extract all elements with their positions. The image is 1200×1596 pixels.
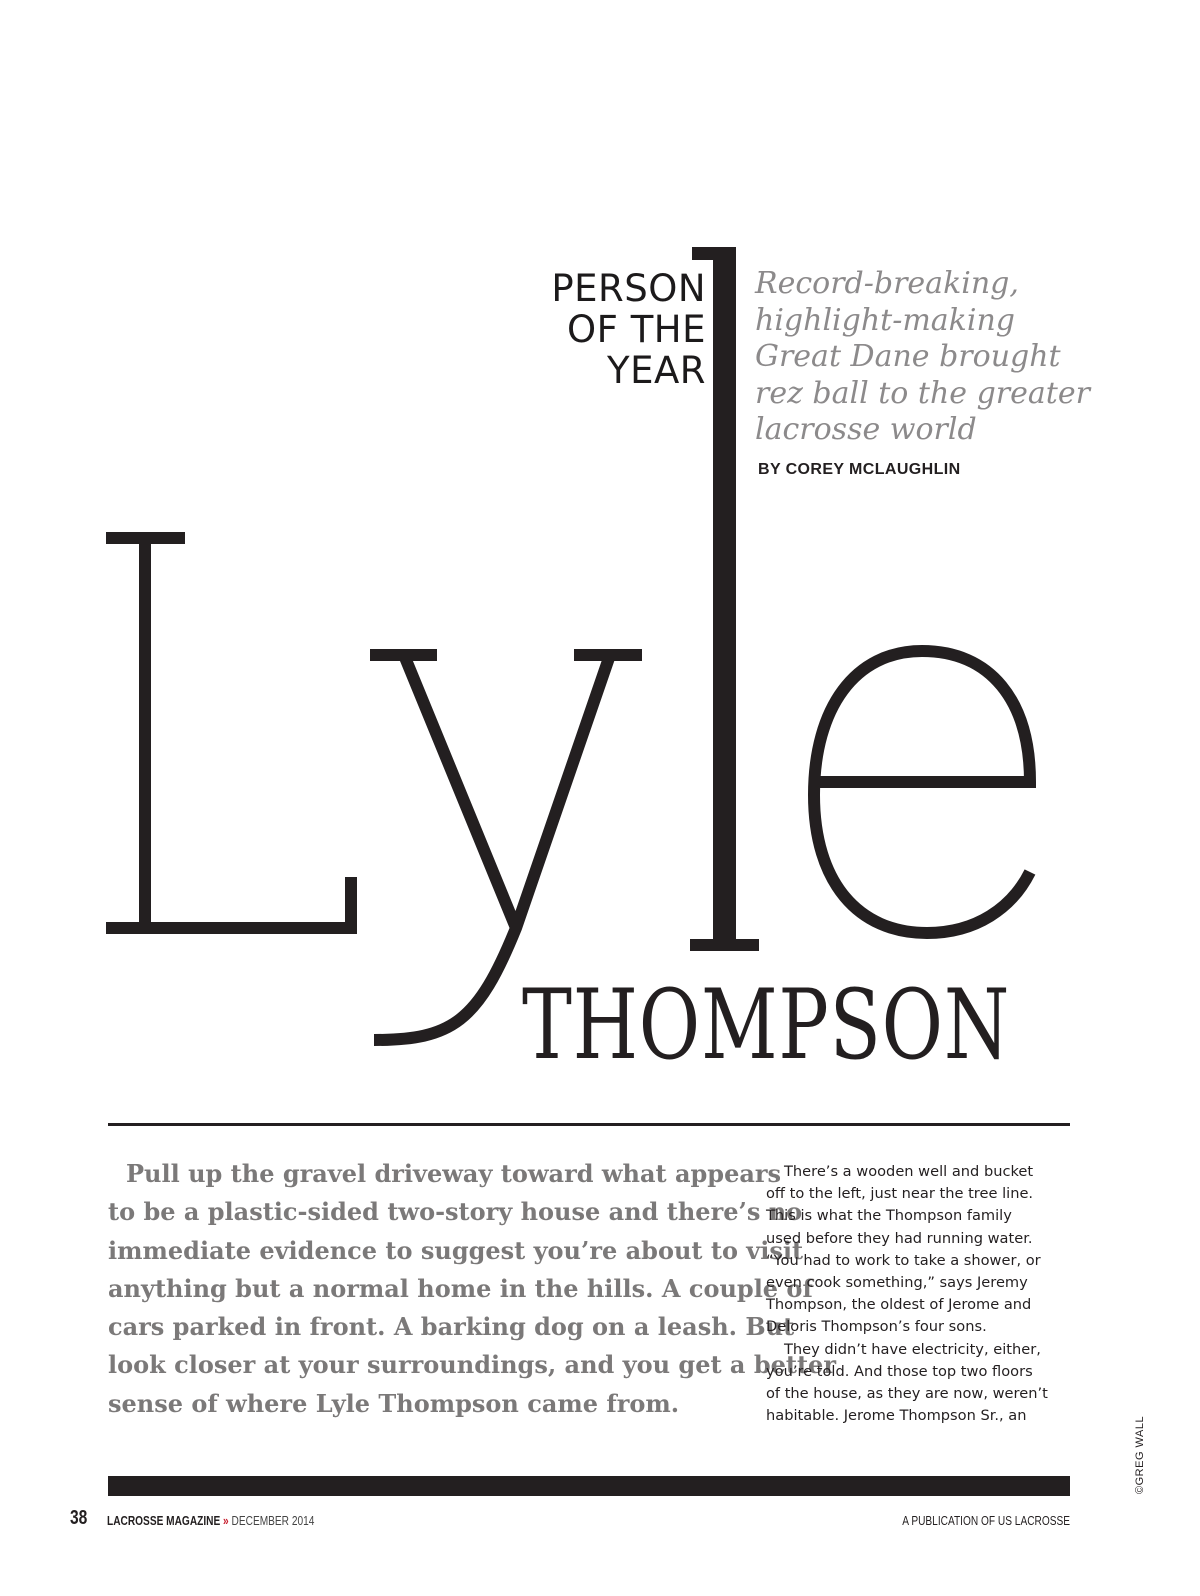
letter-e-shape: [814, 651, 1030, 933]
body-line: off to the left, just near the tree line.: [766, 1185, 1034, 1203]
body-line: There’s a wooden well and bucket: [784, 1163, 1034, 1180]
deck-line: lacrosse world: [755, 412, 977, 447]
body-line: habitable. Jerome Thompson Sr., an: [766, 1407, 1027, 1425]
section-kicker: [486, 268, 706, 391]
footer-left: [107, 1513, 314, 1528]
intro-line: to be a plastic-sided two-story house and there’s no: [108, 1197, 803, 1227]
byline: BY COREY MCLAUGHLIN: [758, 461, 961, 478]
body-line: of the house, as they are now, weren’t: [766, 1385, 1048, 1403]
intro-paragraph: [108, 1155, 836, 1423]
title-last-name: THOMPSON: [522, 969, 1011, 1081]
body-line: even cook something,” says Jeremy: [766, 1274, 1028, 1292]
body-line: Deloris Thompson’s four sons.: [766, 1318, 987, 1336]
intro-line: look closer at your surroundings, and you get a better: [108, 1350, 836, 1380]
body-line: you’re told. And those top two floors: [766, 1362, 1033, 1380]
kicker-line: PERSON: [551, 267, 706, 310]
issue-date: DECEMBER 2014: [231, 1513, 315, 1528]
photo-credit: ©GREG WALL: [1134, 1415, 1146, 1494]
footer-bar: [108, 1476, 1070, 1496]
body-line: “You had to work to take a shower, or: [766, 1251, 1041, 1269]
publisher-line: A PUBLICATION OF US LACROSSE: [902, 1513, 1070, 1528]
deck-line: Record-breaking,: [755, 266, 1019, 301]
intro-line: cars parked in front. A barking dog on a leash. But: [108, 1312, 795, 1342]
deck-line: Great Dane brought: [755, 339, 1061, 374]
magazine-name: LACROSSE MAGAZINE: [107, 1513, 221, 1528]
body-line: Thompson, the oldest of Jerome and: [766, 1296, 1032, 1314]
letter-l-shape: [106, 538, 351, 928]
footer-separator: »: [223, 1513, 229, 1528]
body-line: used before they had running water.: [766, 1229, 1033, 1247]
intro-line: Pull up the gravel driveway toward what appears: [126, 1159, 782, 1188]
body-line: This is what the Thompson family: [766, 1207, 1012, 1225]
body-line: They didn’t have electricity, either,: [784, 1340, 1041, 1358]
body-column: [766, 1161, 1066, 1427]
intro-line: immediate evidence to suggest you’re about to visit: [108, 1235, 804, 1265]
deck-text: [755, 266, 1090, 449]
intro-line: anything but a normal home in the hills. A couple of: [108, 1273, 813, 1303]
deck-line: rez ball to the greater: [755, 375, 1090, 411]
page-number: 38: [70, 1507, 88, 1529]
deck-line: highlight-making: [755, 302, 1015, 338]
kicker-line: OF THE: [567, 308, 706, 351]
kicker-line: YEAR: [607, 349, 706, 392]
divider-rule: [108, 1123, 1070, 1126]
intro-line: sense of where Lyle Thompson came from.: [108, 1388, 680, 1418]
